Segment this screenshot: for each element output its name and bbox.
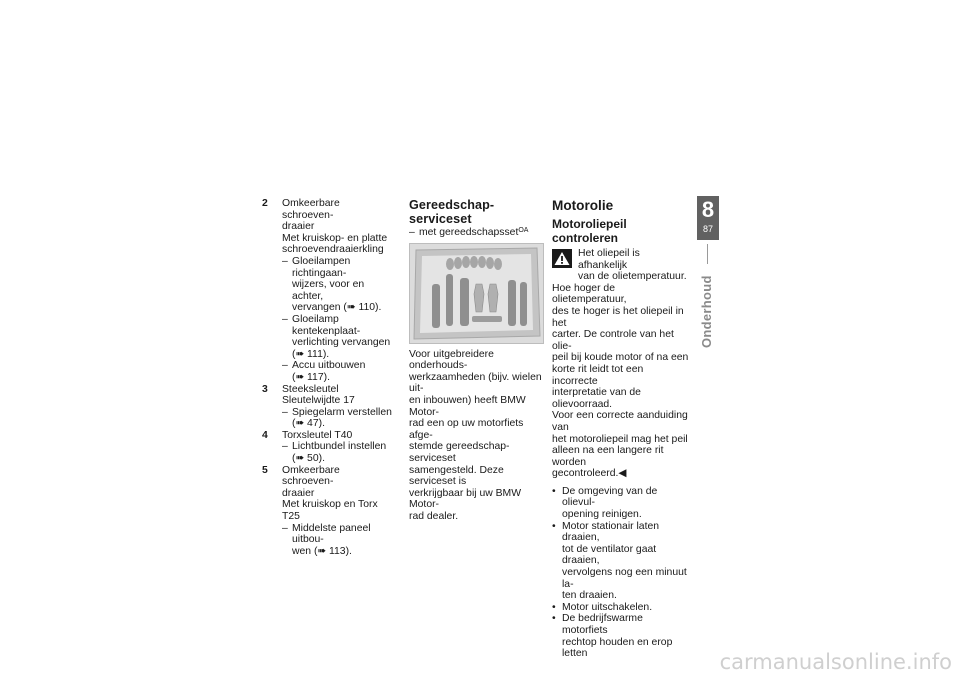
oil-check-step-line: • De bedrijfswarme motorfiets: [562, 613, 643, 636]
tool-item: [262, 198, 394, 384]
tool-use-item: [282, 314, 394, 360]
tool-item-line: Met kruiskop- en platte: [282, 232, 388, 244]
tool-item-line: Sleutelwijdte 17: [282, 395, 355, 407]
oil-check-step: [552, 602, 691, 614]
tool-item-line: Omkeerbare schroeven-: [282, 198, 340, 221]
service-set-text-line: rad dealer.: [409, 510, 459, 522]
service-set-text-line: rad een op uw motorfiets afge-: [409, 418, 524, 441]
warning-text: [578, 248, 691, 283]
tool-list-column: [262, 198, 394, 557]
warning-text-line: Het oliepeil is afhankelijk: [578, 248, 640, 271]
service-set-column: [409, 198, 544, 523]
tool-item-line: Torxsleutel T40: [282, 429, 353, 441]
tool-item: [262, 384, 394, 430]
warning-text-line: van de olietemperatuur.: [578, 271, 687, 283]
tool-item: [262, 465, 394, 558]
optional-accessory-marker: OA: [518, 227, 529, 234]
tool-use-item: [282, 407, 394, 430]
service-set-option-text: met gereedschapsset: [419, 227, 519, 238]
oil-text-line: Hoe hoger de olietemperatuur,: [552, 282, 627, 306]
chapter-side-label-text: Onderhoud: [699, 275, 714, 348]
oil-text-line: korte rit leidt tot een incorrecte: [552, 363, 644, 387]
tool-use-line: (➠ 47).: [292, 418, 325, 430]
oil-level-check-heading: Motoroliepeil controleren: [552, 217, 627, 245]
tool-item: [262, 430, 394, 465]
tool-use-line: – Gloeilampen richtingaan-: [292, 255, 351, 279]
tool-item-line: draaier: [282, 487, 315, 499]
tool-use-item: [282, 441, 394, 464]
service-set-text-line: en inbouwen) heeft BMW Motor-: [409, 394, 526, 418]
tool-use-line: – Middelste paneel uitbou-: [292, 522, 371, 546]
tool-item-line: Omkeerbare schroeven-: [282, 464, 340, 488]
tool-use-line: verlichting vervangen: [292, 337, 391, 349]
tool-use-line: (➠ 50).: [292, 453, 325, 465]
tool-use-line: – Accu uitbouwen: [292, 360, 366, 372]
tool-item-number: 2: [262, 198, 268, 209]
oil-text-line: Voor een correcte aanduiding van: [552, 410, 688, 433]
oil-text-line: het motoroliepeil mag het peil: [552, 433, 688, 445]
tool-item-number: 5: [262, 464, 268, 476]
tool-item-line: Steeksleutel: [282, 383, 339, 395]
tool-use-line: – Lichtbundel instellen: [292, 441, 387, 453]
chapter-tab: [697, 196, 719, 240]
oil-check-step-line: rechtop houden en erop letten: [562, 636, 673, 660]
tool-use-line: – Gloeilamp kentekenplaat-: [292, 313, 361, 337]
tool-use-line: – Spiegelarm verstellen: [292, 406, 392, 418]
service-set-photo: [409, 243, 544, 344]
service-set-text-line: samengesteld. Deze serviceset is: [409, 464, 504, 488]
tool-use-item: [282, 256, 394, 314]
oil-text-line: des te hoger is het oliepeil in het: [552, 305, 684, 329]
service-set-heading: Gereedschap-serviceset: [409, 198, 495, 226]
page-number: 87: [702, 224, 713, 234]
tool-use-line: (➠ 117).: [292, 371, 330, 383]
chapter-number: 8: [701, 197, 715, 222]
tool-item-number: 4: [262, 429, 268, 441]
warning-note: [552, 248, 691, 283]
watermark: carmanualsonline.info: [719, 650, 952, 674]
tool-use-item: [282, 523, 394, 558]
service-set-illustration: [410, 244, 543, 343]
tool-use-item: [282, 360, 394, 383]
oil-level-explanation: [552, 283, 691, 480]
service-set-option: [409, 227, 544, 239]
oil-check-steps: [552, 486, 691, 660]
tool-use-line: vervangen (➠ 110).: [292, 302, 382, 314]
tool-use-line: wen (➠ 113).: [292, 545, 352, 557]
oil-check-step: [552, 486, 691, 521]
oil-text-line: interpretatie van de olievoorraad.: [552, 387, 641, 410]
tool-use-line: (➠ 111).: [292, 348, 330, 360]
oil-text-line: peil bij koude motor of na een: [552, 352, 689, 364]
oil-check-step: [552, 521, 691, 602]
oil-text-line: alleen na een langere rit worden: [552, 445, 664, 468]
warning-triangle-icon: [552, 249, 572, 268]
engine-oil-heading: Motorolie: [552, 198, 614, 213]
service-set-text-line: stemde gereedschap-serviceset: [409, 441, 510, 464]
service-set-text-line: werkzaamheden (bijv. wielen uit-: [409, 371, 542, 395]
oil-check-step-line: tot de ventilator gaat draaien,: [562, 543, 657, 567]
tool-item-line: Met kruiskop en Torx T25: [282, 499, 378, 523]
oil-check-step-line: opening reinigen.: [562, 509, 642, 521]
tool-item-number: 3: [262, 383, 268, 395]
oil-check-step-line: vervolgens nog een minuut la-: [562, 567, 687, 590]
oil-text-line: gecontroleerd.◀: [552, 468, 627, 480]
engine-oil-column: [552, 198, 691, 660]
service-set-text-line: verkrijgbaar bij uw BMW Motor-: [409, 487, 522, 511]
tool-use-line: wijzers, voor en achter,: [292, 279, 365, 302]
tool-item-line: schroevendraaierkling: [282, 244, 384, 256]
oil-check-step-line: • De omgeving van de olievul-: [562, 485, 658, 509]
oil-text-line: carter. De controle van het olie-: [552, 329, 674, 352]
side-divider: [707, 244, 708, 264]
oil-check-step-line: • Motor uitschakelen.: [562, 601, 653, 613]
tool-item-line: draaier: [282, 221, 315, 233]
oil-check-step-line: ten draaien.: [562, 590, 617, 602]
oil-check-step-line: • Motor stationair laten draaien,: [562, 520, 660, 544]
service-set-text-line: Voor uitgebreidere onderhouds-: [409, 348, 494, 372]
service-set-description: [409, 349, 544, 523]
